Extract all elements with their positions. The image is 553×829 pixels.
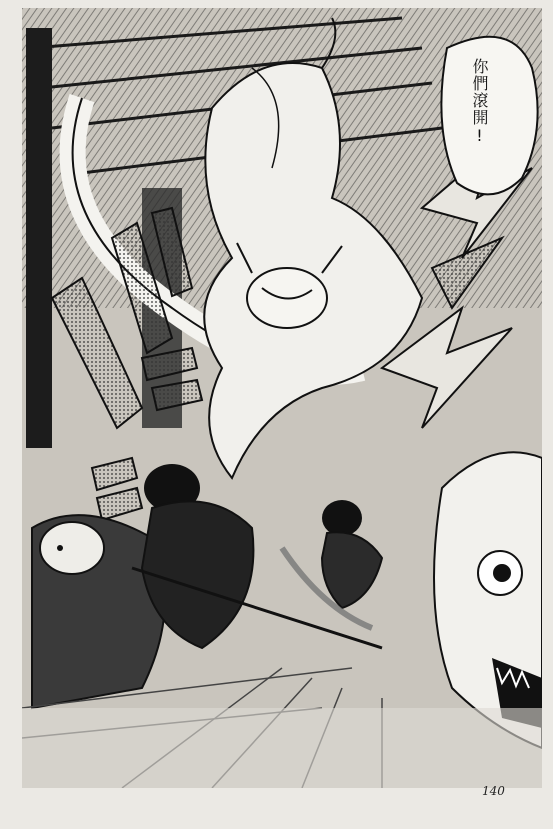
crouching-monk xyxy=(32,515,165,708)
door-frame-left xyxy=(26,28,52,448)
floor-area xyxy=(22,708,542,788)
page-number: 140 xyxy=(482,784,505,798)
speech-bubble-text: 你們滾開! xyxy=(470,58,489,146)
